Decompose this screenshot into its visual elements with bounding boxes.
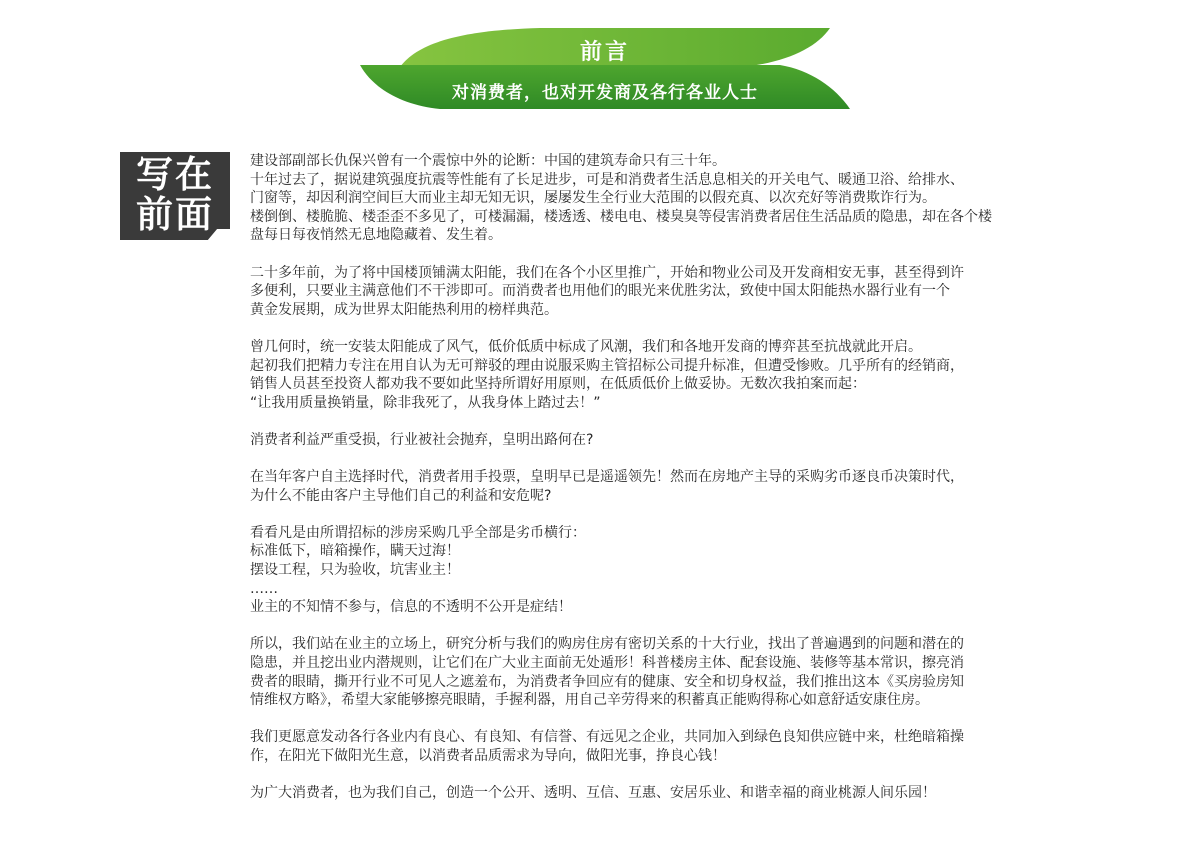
article-body bbox=[250, 152, 1090, 821]
text-line: 看看凡是由所谓招标的涉房采购几乎全部是劣币横行： bbox=[250, 524, 586, 541]
paragraph bbox=[250, 524, 1090, 617]
paragraph bbox=[250, 468, 1090, 505]
text-line: 为什么不能由客户主导他们自己的利益和安危呢? bbox=[250, 487, 552, 504]
header-banner bbox=[360, 25, 850, 115]
text-line: 十年过去了，据说建筑强度抗震等性能有了长足进步，可是和消费者生活息息相关的开关电气、暖通卫浴、给排水、 bbox=[250, 171, 964, 188]
text-line: 业主的不知情不参与，信息的不透明不公开是症结！ bbox=[250, 599, 572, 616]
paragraph bbox=[250, 338, 1090, 412]
badge-line-2: 前面 bbox=[136, 193, 214, 236]
text-line: 所以，我们站在业主的立场上，研究分析与我们的购房住房有密切关系的十大行业，找出了普遍遇到的问题和潜在的 bbox=[250, 636, 964, 653]
text-line: 门窗等，却因利润空间巨大而业主却无知无识，屡屡发生全行业大范围的以假充真、以次充好等消费欺诈行为。 bbox=[250, 190, 936, 207]
text-line: 为广大消费者，也为我们自己，创造一个公开、透明、互信、互惠、安居乐业、和谐幸福的商业桃源人间乐园！ bbox=[250, 785, 936, 802]
text-line: …… bbox=[250, 580, 278, 597]
paragraph bbox=[250, 728, 1090, 765]
text-line: 楼倒倒、楼脆脆、楼歪歪不多见了，可楼漏漏，楼透透、楼电电、楼臭臭等侵害消费者居住生活品质的隐患，却在各个楼 bbox=[250, 208, 992, 225]
paragraph bbox=[250, 784, 1090, 803]
text-line: 盘每日每夜悄然无息地隐藏着、发生着。 bbox=[250, 227, 502, 244]
text-line: 销售人员甚至投资人都劝我不要如此坚持所谓好用原则，在低质低价上做妥协。无数次我拍案而起： bbox=[250, 376, 866, 393]
page-subtitle: 对消费者，也对开发商及各行各业人士 bbox=[452, 83, 758, 103]
page-title: 前言 bbox=[579, 40, 630, 65]
text-line: 情维权方略》，希望大家能够擦亮眼睛，手握利器，用自己辛劳得来的积蓄真正能购得称心如意舒适安康住房。 bbox=[250, 692, 929, 709]
text-line: 我们更愿意发动各行各业内有良心、有良知、有信誉、有远见之企业，共同加入到绿色良知供应链中来，杜绝暗箱操 bbox=[250, 729, 964, 746]
text-line: 作，在阳光下做阳光生意，以消费者品质需求为导向，做阳光事，挣良心钱！ bbox=[250, 748, 726, 764]
text-line: 黄金发展期，成为世界太阳能热利用的榜样典范。 bbox=[250, 301, 558, 318]
text-line: 曾几何时，统一安装太阳能成了风气，低价低质中标成了风潮，我们和各地开发商的博弈甚至抗战就此开启。 bbox=[250, 338, 922, 355]
text-line: 消费者利益严重受损，行业被社会抛弃，皇明出路何在? bbox=[250, 431, 594, 448]
text-line: 多便利，只要业主满意他们不干涉即可。而消费者也用他们的眼光来优胜劣汰，致使中国太阳能热水器行业有一个 bbox=[250, 283, 950, 300]
text-line: 摆设工程，只为验收，坑害业主！ bbox=[250, 562, 460, 579]
text-line: 费者的眼睛，撕开行业不可见人之遮羞布，为消费者争回应有的健康、安全和切身权益，我们推出这本《买房验房知 bbox=[250, 673, 964, 690]
text-line: 起初我们把精力专注在用自认为无可辩驳的理由说服采购主管招标公司提升标准，但遭受惨败。几乎所有的经销商， bbox=[250, 357, 964, 374]
text-line: 二十多年前，为了将中国楼顶铺满太阳能，我们在各个小区里推广，开始和物业公司及开发商相安无事，甚至得到许 bbox=[250, 264, 964, 281]
text-line: “让我用质量换销量，除非我死了，从我身体上踏过去！” bbox=[250, 394, 601, 411]
text-line: 隐患，并且挖出业内潜规则，让它们在广大业主面前无处遁形！科普楼房主体、配套设施、装修等基本常识，擦亮消 bbox=[250, 655, 964, 672]
paragraph bbox=[250, 264, 1090, 320]
paragraph bbox=[250, 431, 1090, 450]
text-line: 在当年客户自主选择时代，消费者用手投票，皇明早已是遥遥领先！然而在房地产主导的采购劣币逐良币决策时代， bbox=[250, 469, 964, 486]
text-line: 标准低下，暗箱操作，瞒天过海！ bbox=[250, 543, 460, 560]
paragraph bbox=[250, 635, 1090, 709]
text-line: 建设部副部长仇保兴曾有一个震惊中外的论断：中国的建筑寿命只有三十年。 bbox=[250, 153, 726, 169]
badge-line-1: 写在 bbox=[136, 153, 214, 196]
section-badge bbox=[120, 152, 230, 240]
paragraph bbox=[250, 152, 1090, 245]
